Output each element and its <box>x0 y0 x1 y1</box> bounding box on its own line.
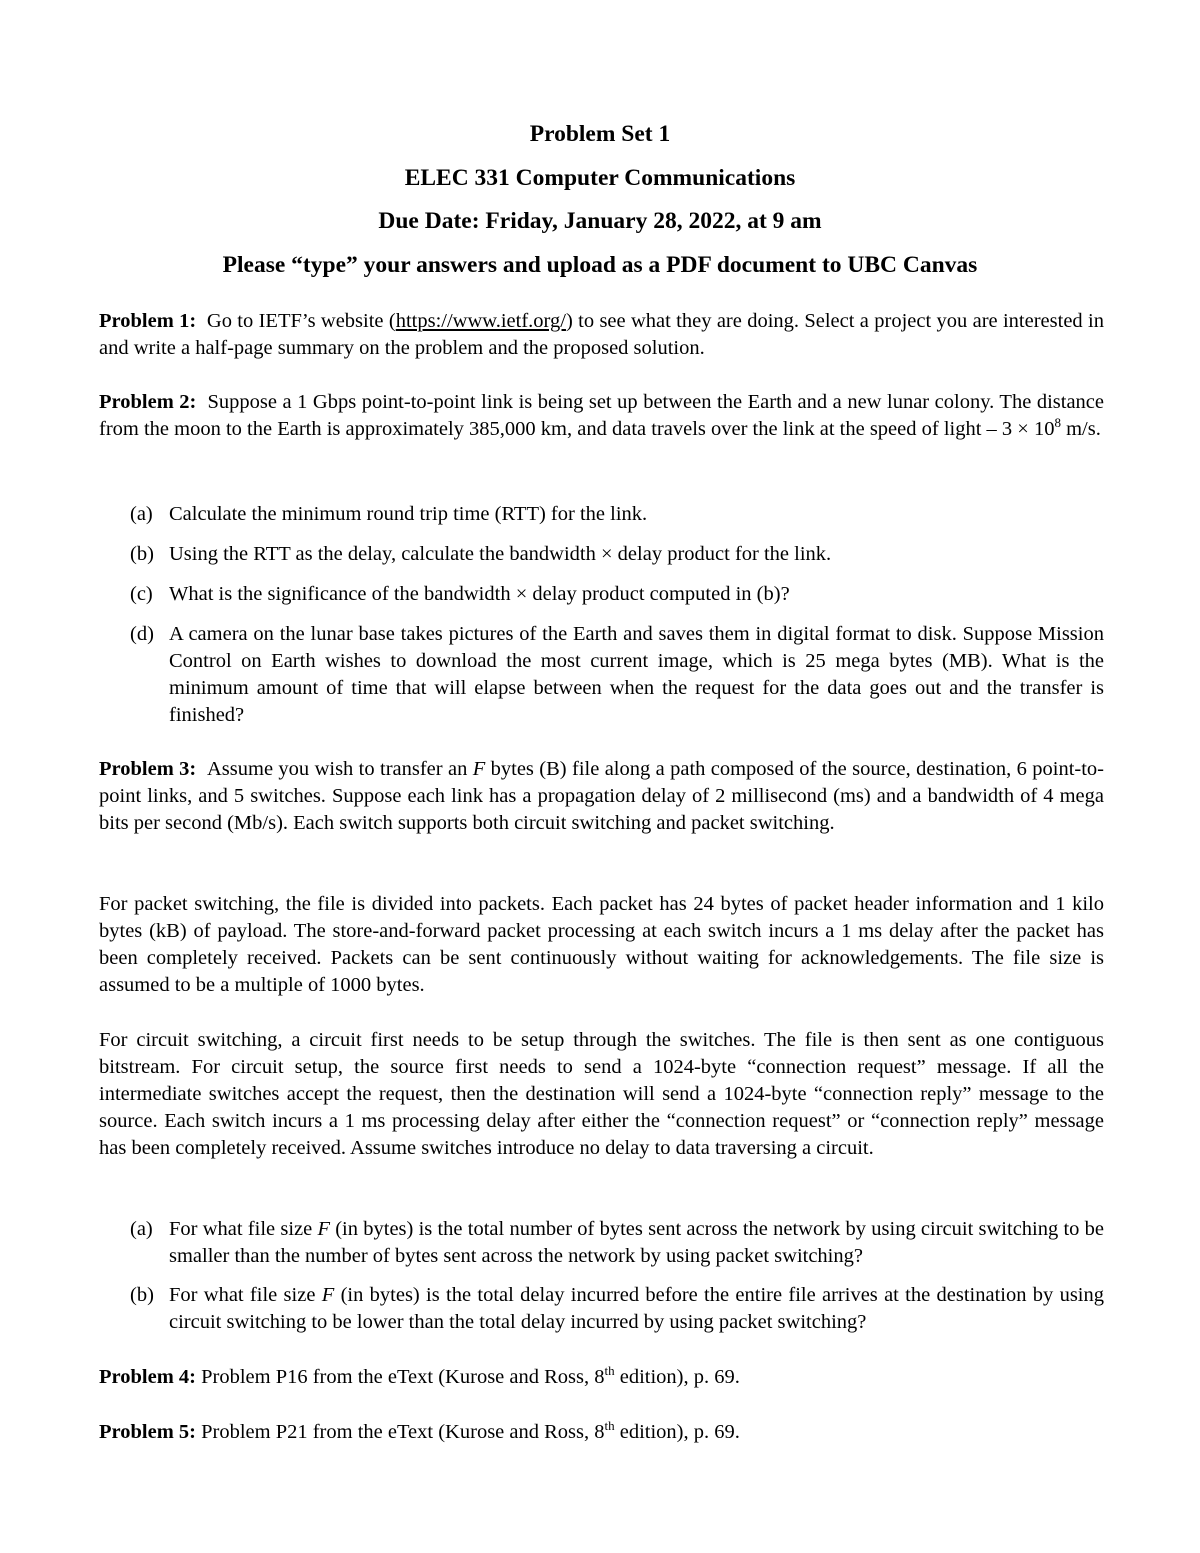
problem-3-intro-after: bytes (B) file along a path composed of the source, destination, 6 point-to-point links, and 5 switches. Suppose each link has a propagation delay of 2 millisecond (ms) and a bandwidth of 4 mega bits per second (Mb/s). Each switch supports both circuit switching and packet switching. <box>99 758 1104 834</box>
problem-1 <box>99 308 1104 362</box>
item-text: For what file size F (in bytes) is the total number of bytes sent across the network by using circuit switching to be smaller than the number of bytes sent across the network by using packet switching? <box>169 1218 1105 1267</box>
problem-4: Problem 4: Problem P16 from the eText (Kurose and Ross, 8th edition), p. 69. <box>99 1363 740 1388</box>
problem-2-item-c <box>130 581 1104 608</box>
item-text: A camera on the lunar base takes pictures of the Earth and saves them in digital format to disk. Suppose Mission Control on Earth wishes to download the most current image, which is 25 mega bytes (MB). What is the minimum amount of time that will elapse between when the request for the data goes out and the transfer is finished? <box>169 623 1104 726</box>
problem-2-unit: m/s. <box>1060 418 1101 440</box>
problem-5: Problem 5: Problem P21 from the eText (Kurose and Ross, 8th edition), p. 69. <box>99 1418 740 1443</box>
variable-f: F <box>321 1284 335 1306</box>
problem-2-text: Suppose a 1 Gbps point-to-point link is being set up between the Earth and a new lunar colony. The distance from the moon to the Earth is approximately 385,000 km, and data travels over the link at the speed of light – 3 × 10 <box>99 391 1104 440</box>
variable-f: F <box>472 758 486 780</box>
problem-2-exponent: 8 <box>1054 415 1061 431</box>
problem-3-item-a <box>130 1216 1104 1270</box>
problem-3 <box>99 756 1104 837</box>
problem-3-intro-before: Assume you wish to transfer an <box>207 758 473 780</box>
problem-1-label: Problem 1: <box>99 310 197 332</box>
course-name: ELEC 331 Computer Communications <box>404 165 796 191</box>
packet-switching-paragraph: For packet switching, the file is divided into packets. Each packet has 24 bytes of packet header information and 1 kilo bytes (kB) of payload. The store-and-forward packet processing at each switch incurs a 1 ms delay after the packet has been completely received. Packets can be sent continuously without waiting for acknowledgements. The file size is assumed to be a multiple of 1000 bytes. <box>99 893 1104 996</box>
problem-2-item-d <box>130 621 1104 729</box>
due-date: Due Date: Friday, January 28, 2022, at 9 am <box>378 208 822 234</box>
problem-5-label: Problem 5: <box>99 1421 196 1443</box>
item-marker: (a) <box>130 1218 153 1240</box>
item-text: What is the significance of the bandwidth × delay product computed in (b)? <box>169 583 790 605</box>
problem-3-label: Problem 3: <box>99 758 197 780</box>
item-text: Calculate the minimum round trip time (RTT) for the link. <box>169 503 648 525</box>
problem-3-item-b <box>130 1282 1104 1336</box>
item-marker: (a) <box>130 503 153 525</box>
problem-1-text-before: Go to IETF’s website ( <box>206 310 396 332</box>
problem-2-label: Problem 2: <box>99 391 197 413</box>
item-marker: (d) <box>130 623 154 645</box>
problem-2-item-a <box>130 501 1104 528</box>
problem-2 <box>99 389 1104 443</box>
item-text: Using the RTT as the delay, calculate the bandwidth × delay product for the link. <box>169 543 832 565</box>
problem-4-label: Problem 4: <box>99 1366 196 1388</box>
ietf-link[interactable]: https://www.ietf.org/ <box>395 310 566 332</box>
problem-1-text-after: ) to see what they are doing. Select a project you are interested in and write a half-page summary on the problem and the proposed solution. <box>99 310 1104 359</box>
submission-instructions: Please “type” your answers and upload as a PDF document to UBC Canvas <box>222 252 978 278</box>
variable-f: F <box>317 1218 330 1240</box>
item-marker: (c) <box>130 583 153 605</box>
item-marker: (b) <box>130 543 154 565</box>
document-title: Problem Set 1 <box>529 121 671 147</box>
circuit-switching-paragraph: For circuit switching, a circuit first needs to be setup through the switches. The file is then sent as one contiguous bitstream. For circuit setup, the source first needs to send a 1024-byte “connection request” message. If all the intermediate switches accept the request, then the destination will send a 1024-byte “connection reply” message to the source. Each switch incurs a 1 ms processing delay after either the “connection request” or “connection reply” message has been completely received. Assume switches introduce no delay to data traversing a circuit. <box>99 1029 1104 1159</box>
item-text: For what file size F (in bytes) is the total delay incurred before the entire file arrives at the destination by using circuit switching to be lower than the total delay incurred by using packet switching? <box>169 1284 1105 1333</box>
item-marker: (b) <box>130 1284 154 1306</box>
problem-2-item-b <box>130 541 1104 568</box>
